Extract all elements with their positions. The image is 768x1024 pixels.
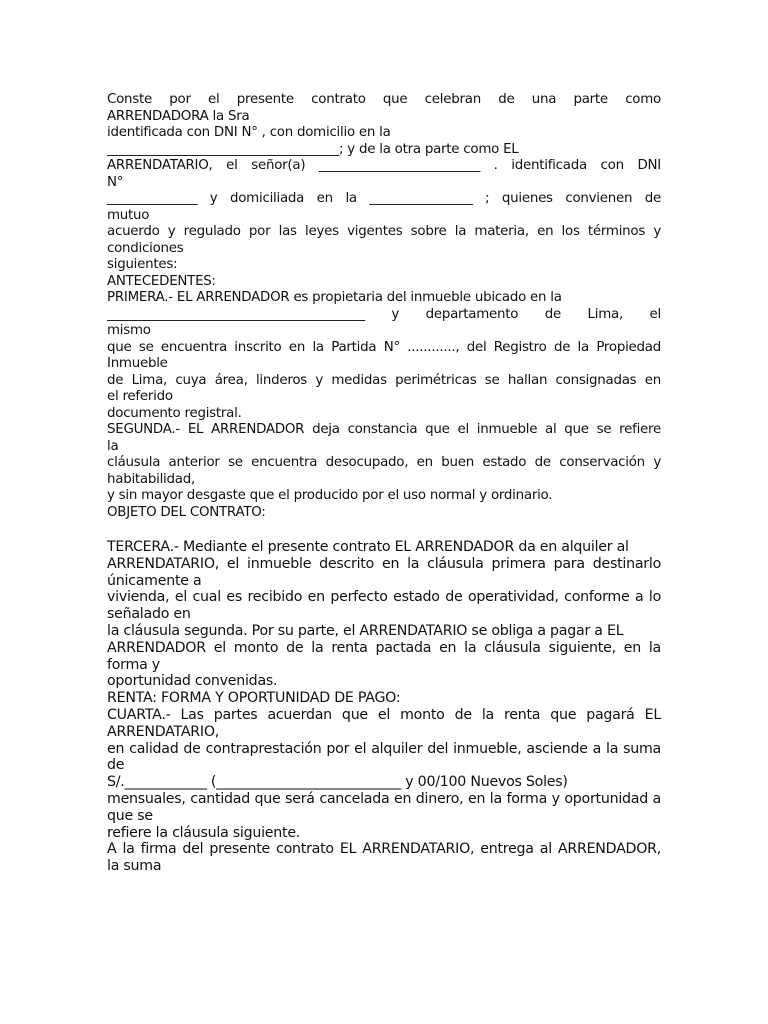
text-line: PRIMERA.- EL ARRENDADOR es propietaria del inmueble ubicado en la: [107, 290, 562, 305]
text-line: únicamente a: [107, 572, 202, 589]
text-line: habitabilidad,: [107, 471, 195, 487]
text-line: en calidad de contraprestación por el alquiler del inmueble, asciende a la suma: [107, 740, 661, 757]
text-line: la cláusula segunda. Por su parte, el ARRENDATARIO se obliga a pagar a EL: [107, 622, 624, 639]
text-line: RENTA: FORMA Y OPORTUNIDAD DE PAGO:: [107, 690, 401, 707]
text-line: A la firma del presente contrato EL ARRENDATARIO, entrega al ARRENDADOR,: [107, 841, 661, 858]
text-line: ANTECEDENTES:: [107, 273, 216, 289]
text-line: siguientes:: [107, 257, 178, 272]
text-line: refiere la cláusula siguiente.: [107, 824, 301, 841]
text-line: la: [107, 438, 119, 454]
text-line: CUARTA.- Las partes acuerdan que el monto de la renta que pagará EL: [107, 706, 661, 723]
text-line: S/.____________ (___________________________ y 00/100 Nuevos Soles): [107, 774, 568, 791]
text-line: que se encuentra inscrito en la Partida N° ............, del Registro de la Propiedad: [107, 339, 661, 355]
text-line: mutuo: [107, 207, 150, 223]
text-line: de Lima, cuya área, linderos y medidas perimétricas se hallan consignadas en: [107, 372, 661, 388]
contract-text-block-2: [107, 539, 661, 875]
text-line: acuerdo y regulado por las leyes vigentes sobre la materia, en los términos y: [107, 224, 661, 239]
contract-text-block-1: [107, 92, 661, 521]
text-line: el referido: [107, 389, 173, 404]
text-line: ______________ y domiciliada en la ________________ ; quienes convienen de: [107, 191, 661, 206]
text-line: la suma: [107, 858, 162, 875]
text-line: SEGUNDA.- EL ARRENDADOR deja constancia que el inmueble al que se refiere: [107, 422, 661, 437]
text-line: forma y: [107, 656, 160, 673]
text-line: cláusula anterior se encuentra desocupado, en buen estado de conservación y: [107, 455, 661, 470]
text-line: de: [107, 757, 125, 774]
text-line: Conste por el presente contrato que celebran de una parte como: [107, 92, 661, 107]
text-line: ________________________________________ y departamento de Lima, el: [107, 306, 661, 322]
text-line: ARRENDATARIO,: [107, 723, 220, 740]
text-line: que se: [107, 807, 153, 824]
text-line: TERCERA.- Mediante el presente contrato EL ARRENDADOR da en alquiler al: [107, 539, 629, 555]
text-line: ARRENDATARIO, el inmueble descrito en la cláusula primera para destinarlo: [107, 555, 661, 572]
text-line: vivienda, el cual es recibido en perfecto estado de operatividad, conforme a lo: [107, 589, 661, 606]
text-line: oportunidad convenidas.: [107, 673, 278, 690]
text-line: condiciones: [107, 240, 184, 256]
text-line: documento registral.: [107, 405, 242, 421]
contract-document: [107, 92, 661, 875]
text-line: y sin mayor desgaste que el producido por el uso normal y ordinario.: [107, 488, 553, 503]
text-line: mismo: [107, 323, 151, 338]
text-line: N°: [107, 174, 124, 190]
text-line: señalado en: [107, 606, 191, 623]
text-line: ARRENDADORA la Sra: [107, 108, 250, 124]
text-line: mensuales, cantidad que será cancelada en dinero, en la forma y oportunidad a: [107, 790, 661, 807]
text-line: ARRENDADOR el monto de la renta pactada en la cláusula siguiente, en la: [107, 639, 661, 656]
paragraph-gap: [107, 521, 661, 539]
text-line: ____________________________________; y de la otra parte como EL: [107, 141, 519, 157]
text-line: OBJETO DEL CONTRATO:: [107, 504, 266, 520]
text-line: Inmueble: [107, 356, 168, 371]
text-line: identificada con DNI N° , con domicilio en la: [107, 125, 391, 140]
text-line: ARRENDATARIO, el señor(a) _________________________ . identificada con DNI: [107, 158, 661, 173]
